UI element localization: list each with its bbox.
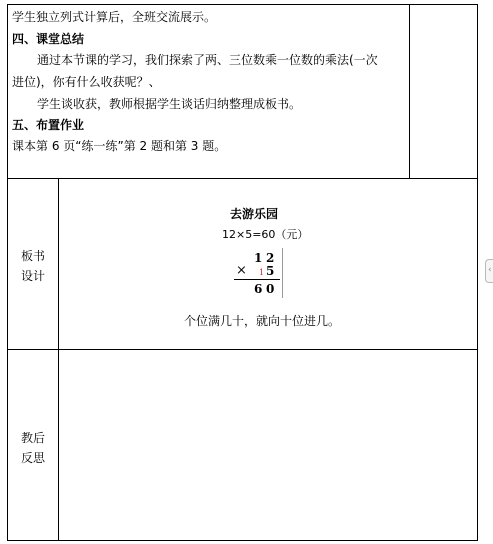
multiply-sign: × (236, 263, 247, 278)
table-border-right (477, 4, 478, 541)
row-divider-board (7, 178, 478, 179)
multiplicand-ones-digit: 2 (266, 251, 275, 265)
heading-homework: 五、布置作业 (12, 118, 85, 132)
multiplier-digit: 5 (266, 264, 275, 278)
board-label-line1: 板书 (20, 249, 45, 263)
heading-summary: 四、课堂总结 (12, 32, 85, 46)
product-ones-digit: 0 (266, 282, 275, 296)
side-scroll-handle[interactable] (485, 259, 493, 283)
reflection-label-line2: 反思 (20, 451, 45, 465)
table-border-bottom (7, 540, 478, 541)
table-border-top (7, 4, 478, 5)
calc-place-divider (282, 248, 283, 298)
homework-text: 课本第 6 页“练一练”第 2 题和第 3 题。 (12, 139, 227, 153)
product-tens-digit: 6 (254, 282, 263, 296)
board-label-line2: 设计 (20, 269, 45, 283)
top-right-column-divider (409, 4, 410, 179)
summary-para2: 学生谈收获，教师根据学生谈话归纳整理成板书。 (37, 97, 302, 111)
intro-line: 学生独立列式计算后，全班交流展示。 (12, 10, 217, 24)
board-rule: 个位满几十，就向十位进几。 (184, 314, 341, 328)
row-divider-reflection (7, 349, 478, 350)
board-title: 去游乐园 (230, 207, 279, 221)
board-design-label (8, 246, 58, 286)
board-equation: 12×5=60（元） (222, 228, 309, 241)
carry-digit: 1 (259, 268, 265, 277)
summary-para-line2: 进位)，你有什么收获呢？、 (12, 75, 161, 89)
reflection-label (8, 428, 58, 468)
calc-underline (234, 279, 280, 280)
label-column-divider (58, 178, 59, 541)
chevron-left-icon: ‹ (488, 265, 492, 275)
multiplicand-tens-digit: 1 (254, 251, 263, 265)
reflection-label-line1: 教后 (20, 431, 45, 445)
summary-para-line1: 通过本节课的学习，我们探索了两、三位数乘一位数的乘法(一次 (37, 53, 378, 67)
